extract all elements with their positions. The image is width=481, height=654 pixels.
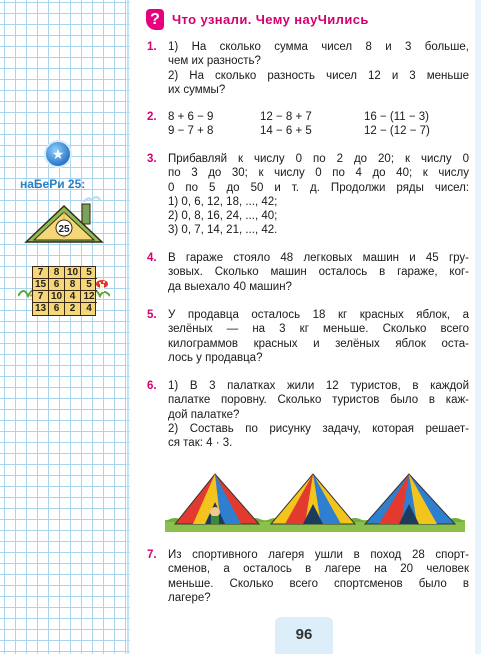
task-line: лось у продавца? [168,351,263,364]
tent-icon [271,474,355,524]
task-number: 7. [147,549,157,561]
task-line: 0 по 5 до 50 и т. д. Продолжи ряды чисел: [168,181,469,194]
number-series: 2) 0, 8, 16, 24, ..., 40; [168,210,278,223]
house-number: 25 [58,224,70,235]
task-number: 1. [147,41,157,53]
task-line: сменов, а осталось в лагере на 20 человек [168,563,469,576]
grid-cell: 12 [81,291,97,303]
tent-icon [175,474,259,524]
grid-margin [0,0,137,654]
task-line: чем их разность? [168,55,261,68]
grid-cell: 8 [49,267,65,279]
sidebar-caption: наБеРи 25: [20,177,86,191]
task-number: 5. [147,309,157,321]
grid-cell: 4 [65,291,81,303]
task-3 [147,152,469,238]
task-line: 1) В 3 палатках жили 12 туристов, в каждой [168,380,469,392]
page-divider [127,0,129,654]
task-line: меньше. Сколько всего спортсменов было в [168,577,469,590]
tents-illustration [165,466,465,532]
task-4 [147,251,469,294]
grid-cell: 6 [49,303,65,315]
task-2 [147,110,469,139]
expression: 16 − (11 − 3) [364,111,429,123]
task-line: Прибавляй к числу 0 по 2 до 20; к числу 0 [168,153,469,165]
expression: 12 − 8 + 7 [260,111,312,123]
question-badge-icon: ? [146,9,164,30]
grid-cell: 15 [33,279,49,291]
grid-cell: 2 [65,303,81,315]
task-line: килограммов красных и зелёных яблок оста- [168,337,469,350]
number-grid [32,266,96,316]
grid-cell: 10 [49,291,65,303]
task-line: зелёных — на 3 кг меньше. Сколько всего [168,323,469,336]
task-line: по 3 до 30; к числу 0 по 4 до 40; к числу [168,167,469,180]
grid-cell: 10 [65,267,81,279]
task-line: Из спортивного лагеря ушли в поход 28 спорт- [168,549,469,561]
grid-cell: 4 [86,303,92,314]
task-1 [147,40,469,97]
expression: 8 + 6 − 9 [168,111,214,123]
task-number: 4. [147,252,157,264]
task-line: зовых. Сколько машин осталось в гараже, ког- [168,266,469,279]
expression: 12 − (12 − 7) [364,125,430,138]
number-series: 3) 0, 7, 14, 21, ..., 42. [168,224,278,237]
task-line: ся так: 4 · 3. [168,437,233,450]
number-series: 1) 0, 6, 12, 18, ..., 42; [168,195,278,208]
task-line: лагере? [168,591,211,604]
grid-cell: 6 [49,279,65,291]
task-line: 2) Составь по рисунку задачу, которая решает- [168,422,469,435]
task-line: палатке поровну. Сколько туристов было в каж- [168,394,469,407]
task-7 [147,548,469,605]
grid-cell: 13 [33,303,49,315]
task-line: 1) На сколько сумма чисел 8 и 3 больше, [168,41,469,53]
task-line: да выехало 40 машин? [168,280,292,293]
expression-grid [168,110,469,139]
expression: 14 − 6 + 5 [260,125,312,138]
tent-icon [365,474,455,524]
page-number: 96 [295,626,313,643]
task-number: 6. [147,380,157,392]
section-title: Что узнали. Чему науЧились [172,12,369,27]
task-number: 2. [147,111,157,123]
grid-cell: 8 [65,279,81,291]
grid-cell: 5 [81,267,97,279]
grid-cell: 7 [33,267,49,279]
task-line: их суммы? [168,83,226,96]
grid-cell: 5 [81,279,97,291]
task-line: В гараже стояло 48 легковых машин и 45 гру- [168,252,469,264]
task-5 [147,308,469,365]
task-number: 3. [147,153,157,165]
task-6 [147,379,469,450]
right-edge-strip [475,0,481,654]
expression: 9 − 7 + 8 [168,125,214,138]
task-line: У продавца осталось 18 кг красных яблок, а [168,309,469,321]
star-badge-icon: ★ [44,140,72,168]
task-line: 2) На сколько разность чисел 12 и 3 меньше [168,69,469,82]
task-line: дой палатке? [168,408,240,421]
grid-cell: 7 [33,291,49,303]
